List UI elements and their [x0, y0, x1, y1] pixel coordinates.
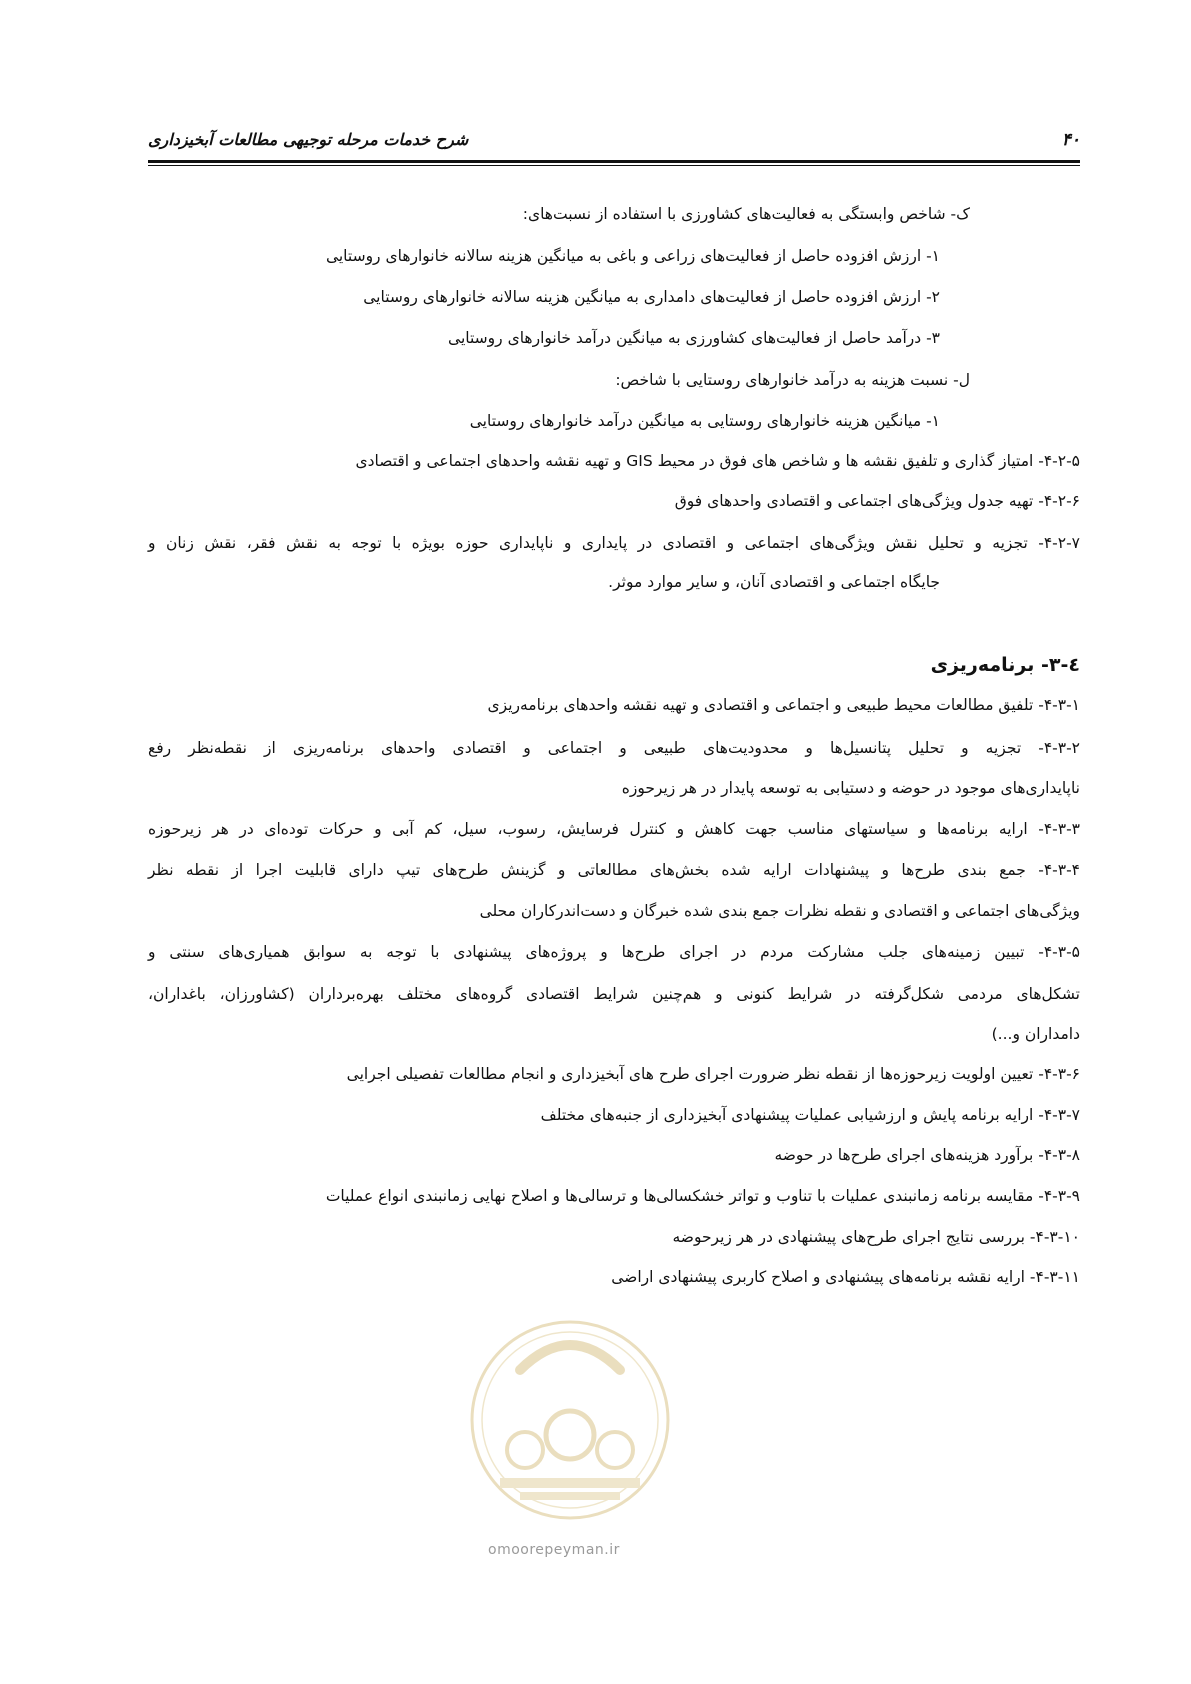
para-4-3-10: ۴-۳-۱۰- بررسی نتایج اجرای طرح‌های پیشنهادی در هر زیرحوضه [672, 1228, 1080, 1246]
watermark-logo [460, 1300, 680, 1530]
section-heading-planning: ٤-۳- برنامه‌ریزی [930, 654, 1080, 676]
header-title: شرح خدمات مرحله توجیهی مطالعات آبخیزداری [148, 130, 469, 149]
para-4-2-5: ۴-۲-۵- امتیاز گذاری و تلفیق نقشه ها و شاخص های فوق در محیط GIS و تهیه نقشه واحدهای اجتماعی و اقتصادی [355, 452, 1080, 470]
para-4-3-1: ۴-۳-۱- تلفیق مطالعات محیط طبیعی و اجتماعی و اقتصادی و تهیه نقشه واحدهای برنامه‌ریزی [487, 696, 1080, 714]
para-4-2-7-line2: جایگاه اجتماعی و اقتصادی آنان، و سایر موارد موثر. [608, 573, 940, 591]
item-k1: ۱- ارزش افزوده حاصل از فعالیت‌های زراعی و باغی به میانگین هزینه سالانه خانوارهای روستایی [325, 247, 940, 265]
para-4-3-4-line2: ویژگی‌های اجتماعی و اقتصادی و نقطه نظرات جمع بندی شده خبرگان و دست‌اندرکاران محلی [479, 902, 1080, 920]
para-4-3-11: ۴-۳-۱۱- ارایه نقشه برنامه‌های پیشنهادی و اصلاح کاربری پیشنهادی اراضی [611, 1268, 1080, 1286]
item-l-title: ل- نسبت هزینه به درآمد خانوارهای روستایی با شاخص: [615, 371, 970, 389]
para-4-3-6: ۴-۳-۶- تعیین اولویت زیرحوزه‌ها از نقطه نظر ضرورت اجرای طرح های آبخیزداری و انجام مطالعات تفصیلی اجرایی [346, 1065, 1080, 1083]
para-4-2-6: ۴-۲-۶- تهیه جدول ویژگی‌های اجتماعی و اقتصادی واحدهای فوق [674, 492, 1080, 510]
para-4-3-5-line1: ۴-۳-۵- تبیین زمینه‌های جلب مشارکت مردم در اجرای طرح‌ها و پروژه‌های پیشنهادی با توجه به سوابق همیاری‌های سنتی و [148, 943, 1080, 961]
para-4-3-9: ۴-۳-۹- مقایسه برنامه زمانبندی عملیات با تناوب و تواتر خشکسالی‌ها و ترسالی‌ها و اصلاح نهایی زمانبندی انواع عملیات [325, 1187, 1080, 1205]
para-4-3-4-line1: ۴-۳-۴- جمع بندی طرح‌ها و پیشنهادات ارایه شده بخش‌های مطالعاتی و گزینش طرح‌های تیپ دارای قابلیت اجرا از نقطه نظر [148, 861, 1080, 879]
para-4-3-7: ۴-۳-۷- ارایه برنامه پایش و ارزشیابی عملیات پیشنهادی آبخیزداری از جنبه‌های مختلف [540, 1106, 1080, 1124]
para-4-3-2-line2: ناپایداری‌های موجود در حوضه و دستیابی به توسعه پایدار در هر زیرحوزه [621, 779, 1080, 797]
page-number: ۴۰ [1061, 130, 1080, 150]
item-k-title: ک- شاخص وابستگی به فعالیت‌های کشاورزی با استفاده از نسبت‌های: [522, 205, 970, 223]
para-4-2-7-line1: ۴-۲-۷- تجزیه و تحلیل نقش ویژگی‌های اجتماعی و اقتصادی در پایداری و ناپایداری حوزه بویژه با توجه به نقش فقر، نقش زنان و [148, 534, 1080, 552]
watermark-url: omoorepeyman.ir [488, 1542, 620, 1558]
para-4-3-3: ۴-۳-۳- ارایه برنامه‌ها و سیاستهای مناسب جهت کاهش و کنترل فرسایش، رسوب، سیل، کم آبی و حرکات توده‌ای در هر زیرحوزه [148, 820, 1080, 838]
para-4-3-5-line3: دامداران و...) [991, 1025, 1080, 1043]
item-k3: ۳- درآمد حاصل از فعالیت‌های کشاورزی به میانگین درآمد خانوارهای روستایی [448, 329, 940, 347]
para-4-3-5-line2: تشکل‌های مردمی شکل‌گرفته در شرایط کنونی و هم‌چنین شرایط اقتصادی گروه‌های مختلف بهره‌برداران (کشاورزان، باغداران، [148, 985, 1080, 1003]
item-l1: ۱- میانگین هزینه خانوارهای روستایی به میانگین درآمد خانوارهای روستایی [469, 412, 940, 430]
para-4-3-2-line1: ۴-۳-۲- تجزیه و تحلیل پتانسیل‌ها و محدودیت‌های طبیعی و اجتماعی و اقتصادی واحدهای برنامه‌ریزی از نقطه‌نظر رفع [148, 739, 1080, 757]
item-k2: ۲- ارزش افزوده حاصل از فعالیت‌های دامداری به میانگین هزینه سالانه خانوارهای روستایی [363, 288, 940, 306]
para-4-3-8: ۴-۳-۸- برآورد هزینه‌های اجرای طرح‌ها در حوضه [774, 1146, 1080, 1164]
